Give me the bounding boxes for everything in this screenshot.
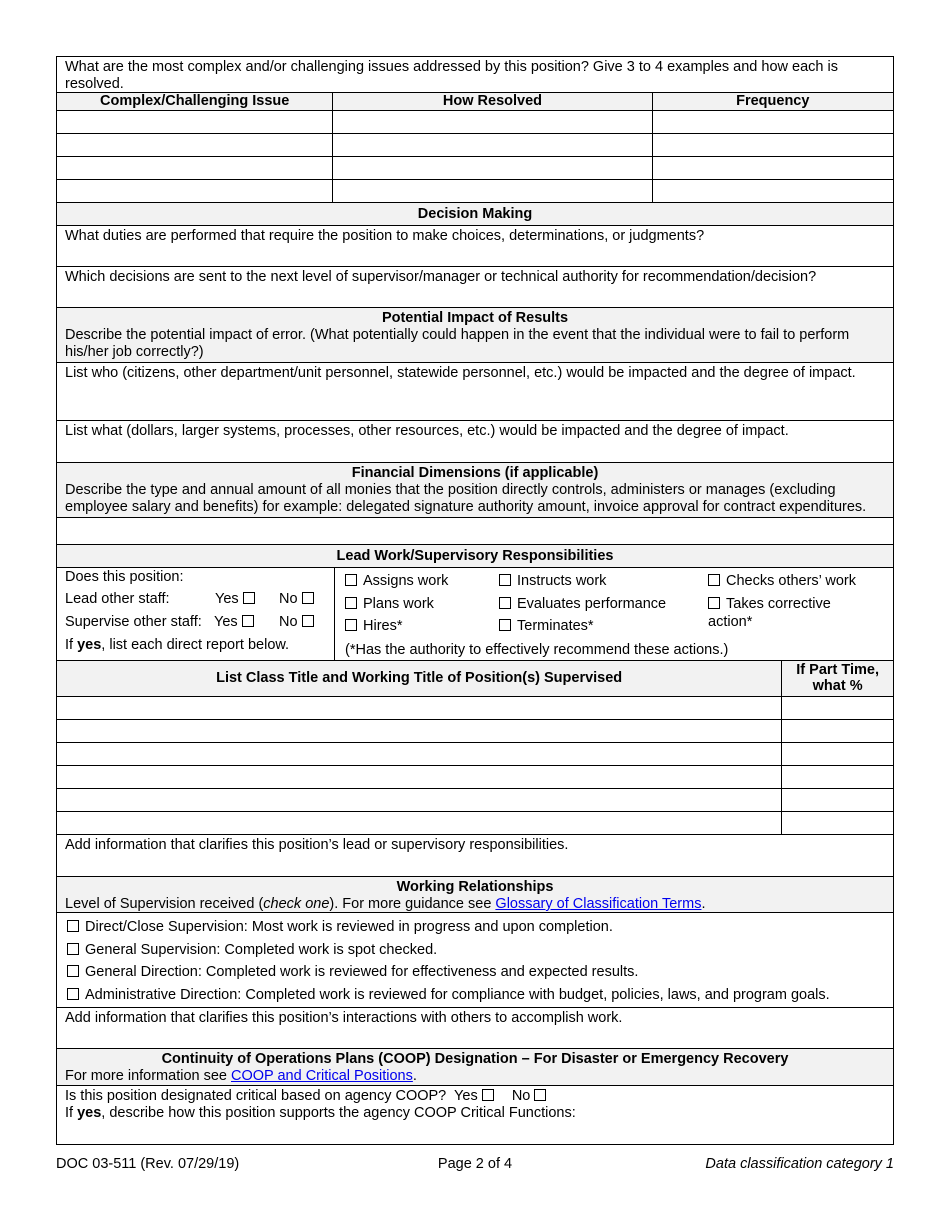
supervised-row[interactable] — [56, 789, 894, 812]
lead-yes: Yes — [215, 591, 261, 607]
decision-title: Decision Making — [56, 203, 894, 226]
chk-hires[interactable]: Hires* — [345, 618, 402, 634]
data-classification: Data classification category 1 — [705, 1156, 894, 1172]
supervised-header: List Class Title and Working Title of Position(s) Supervised — [57, 661, 782, 696]
issues-row[interactable] — [56, 180, 894, 203]
lead-other-label: Lead other staff: — [65, 591, 170, 607]
corrective-action-label: action* — [708, 614, 753, 630]
financial-answer[interactable] — [56, 518, 894, 545]
coop-yes-checkbox[interactable] — [482, 1089, 494, 1101]
impact-desc: Describe the potential impact of error. (What potentially could happen in the event that the individual were to fail to perform his/her job correctly?) — [65, 327, 850, 360]
issues-row[interactable] — [56, 157, 894, 180]
supervisory-clarify[interactable]: Add information that clarifies this position’s lead or supervisory responsibilities. — [56, 835, 894, 877]
chk-checks-others-work[interactable]: Checks others’ work — [708, 573, 856, 589]
option-direct-close[interactable]: Direct/Close Supervision: Most work is reviewed in progress and upon completion. — [67, 916, 893, 939]
impact-title: Potential Impact of Results — [381, 310, 569, 326]
coop-info: For more information see COOP and Critical Positions. — [65, 1068, 417, 1084]
impact-q2[interactable]: List what (dollars, larger systems, processes, other resources, etc.) would be impacted and the degree of impact. — [56, 421, 894, 463]
issues-header-resolved: How Resolved — [333, 93, 652, 110]
issues-row[interactable] — [56, 111, 894, 134]
chk-evaluates-performance[interactable]: Evaluates performance — [499, 596, 666, 612]
checkbox-icon[interactable] — [345, 597, 357, 609]
checkbox-icon[interactable] — [345, 619, 357, 631]
lead-no-checkbox[interactable] — [302, 592, 314, 604]
form-page-2 — [56, 56, 894, 1145]
checkbox-icon[interactable] — [499, 597, 511, 609]
supervised-row[interactable] — [56, 766, 894, 789]
checkbox-icon[interactable] — [708, 597, 720, 609]
financial-title: Financial Dimensions (if applicable) — [351, 465, 599, 481]
lead-left-cell — [57, 568, 335, 660]
impact-q1[interactable]: List who (citizens, other department/unit personnel, statewide personnel, etc.) would be impacted and the degree of impact. — [56, 363, 894, 421]
chk-takes-corrective-action[interactable]: Takes corrective — [708, 596, 831, 612]
coop-no-checkbox[interactable] — [534, 1089, 546, 1101]
supervise-no-checkbox[interactable] — [302, 615, 314, 627]
checkbox-icon[interactable] — [67, 943, 79, 955]
decision-q2[interactable]: Which decisions are sent to the next level of supervisor/manager or technical authority for recommendation/decision? — [56, 267, 894, 308]
lead-section — [56, 568, 894, 661]
supervise-yes: Yes — [214, 614, 260, 630]
checkbox-icon[interactable] — [499, 619, 511, 631]
relationships-clarify[interactable]: Add information that clarifies this position’s interactions with others to accomplish work. — [56, 1008, 894, 1049]
lead-title: Lead Work/Supervisory Responsibilities — [56, 545, 894, 568]
lead-yes-checkbox[interactable] — [243, 592, 255, 604]
supervise-no: No — [279, 614, 320, 630]
option-administrative-direction[interactable]: Administrative Direction: Completed work is reviewed for compliance with budget, policies, laws, and program goals. — [67, 984, 893, 1007]
page-number: Page 2 of 4 — [437, 1156, 513, 1172]
financial-section-header — [56, 463, 894, 518]
supervised-header-row — [56, 661, 894, 697]
coop-title: Continuity of Operations Plans (COOP) Designation – For Disaster or Emergency Recovery — [161, 1051, 789, 1067]
coop-section-header — [56, 1049, 894, 1086]
coop-question: Is this position designated critical based on agency COOP? Yes No — [65, 1088, 885, 1105]
issues-question: What are the most complex and/or challenging issues addressed by this position? Give 3 to 4 examples and how each is resolved. — [56, 56, 894, 93]
coop-question-cell — [56, 1086, 894, 1145]
lead-no: No — [279, 591, 320, 607]
supervised-row[interactable] — [56, 812, 894, 835]
chk-terminates[interactable]: Terminates* — [499, 618, 594, 634]
option-general-direction[interactable]: General Direction: Completed work is reviewed for effectiveness and expected results. — [67, 961, 893, 984]
issues-header-frequency: Frequency — [736, 93, 810, 109]
checkbox-icon[interactable] — [67, 988, 79, 1000]
issues-row[interactable] — [56, 134, 894, 157]
checkbox-icon[interactable] — [67, 920, 79, 932]
lead-right-cell — [335, 568, 893, 660]
supervised-row[interactable] — [56, 720, 894, 743]
checkbox-icon[interactable] — [708, 574, 720, 586]
part-time-header: If Part Time, what % — [796, 662, 879, 694]
supervision-level-instructions: Level of Supervision received (check one). For more guidance see Glossary of Classification Terms. — [65, 896, 706, 912]
chk-plans-work[interactable]: Plans work — [345, 596, 434, 612]
relationships-section-header — [56, 877, 894, 913]
glossary-link[interactable]: Glossary of Classification Terms — [495, 896, 702, 912]
coop-if-yes: If yes, describe how this position supports the agency COOP Critical Functions: — [65, 1105, 576, 1121]
chk-instructs-work[interactable]: Instructs work — [499, 573, 606, 589]
supervised-row[interactable] — [56, 743, 894, 766]
financial-desc: Describe the type and annual amount of all monies that the position directly controls, administers or manages (excluding employee salary and benefits) for example: delegated signature authority amount, invoice approval for contract expenditures. — [65, 482, 867, 515]
checkbox-icon[interactable] — [499, 574, 511, 586]
supervision-options — [56, 913, 894, 1008]
lead-if-yes: If yes, list each direct report below. — [65, 637, 290, 653]
option-general-supervision[interactable]: General Supervision: Completed work is spot checked. — [67, 939, 893, 962]
supervise-other-label: Supervise other staff: — [65, 614, 202, 630]
lead-does-label: Does this position: — [65, 569, 184, 585]
issues-header-issue: Complex/Challenging Issue — [57, 93, 333, 110]
coop-link[interactable]: COOP and Critical Positions — [231, 1068, 413, 1084]
supervise-yes-checkbox[interactable] — [242, 615, 254, 627]
checkbox-icon[interactable] — [67, 965, 79, 977]
decision-q1[interactable]: What duties are performed that require the position to make choices, determinations, or judgments? — [56, 226, 894, 267]
issues-header-row — [56, 93, 894, 111]
checkbox-icon[interactable] — [345, 574, 357, 586]
lead-note: (*Has the authority to effectively recommend these actions.) — [345, 642, 729, 658]
chk-assigns-work[interactable]: Assigns work — [345, 573, 448, 589]
supervised-row[interactable] — [56, 697, 894, 720]
form-number: DOC 03-511 (Rev. 07/29/19) — [56, 1156, 240, 1172]
relationships-title: Working Relationships — [396, 879, 554, 895]
impact-section-header — [56, 308, 894, 363]
